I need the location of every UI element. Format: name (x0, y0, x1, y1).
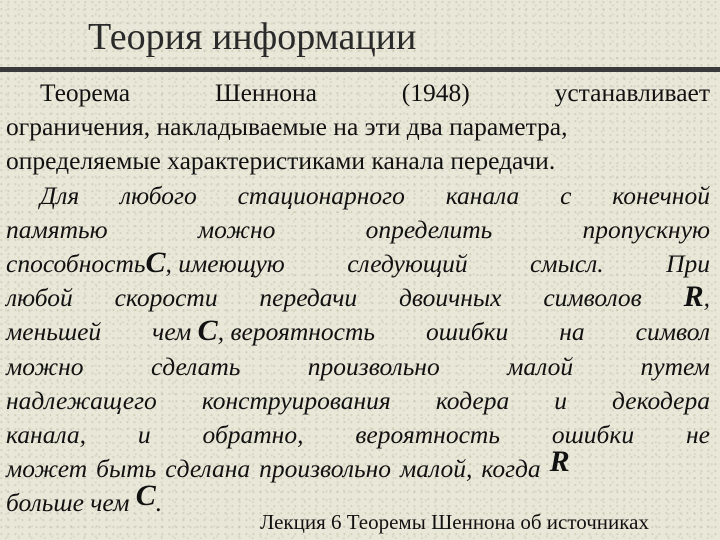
word: смысл. (529, 249, 604, 279)
word: ошибки (426, 317, 509, 347)
word-group (684, 281, 710, 315)
word: когда (481, 454, 541, 484)
body-line (6, 76, 710, 110)
word: малой, (400, 454, 473, 484)
word: сделать (150, 351, 241, 381)
rate-symbol: R (683, 280, 704, 314)
body-line (6, 179, 710, 213)
slide-footer: Лекция 6 Теоремы Шеннона об источниках (260, 510, 649, 534)
word: пропускную (582, 214, 710, 244)
word: ошибки (551, 420, 635, 450)
word: не (685, 420, 710, 450)
punctuation: , (703, 283, 710, 313)
word: можно (6, 351, 84, 381)
word: надлежащего (6, 385, 157, 415)
word: произвольно (259, 454, 392, 484)
body-line (6, 213, 710, 247)
word: , имеющую (165, 249, 285, 279)
word: произвольно (307, 351, 440, 381)
word: путем (640, 351, 710, 381)
word: способность (6, 249, 146, 279)
word: декодера (612, 385, 710, 415)
word: устанавливает (554, 78, 710, 107)
punctuation: . (155, 488, 163, 518)
rate-symbol: R (549, 445, 570, 479)
body-line (6, 384, 710, 418)
word: конечной (612, 180, 710, 210)
word: любой (6, 283, 73, 313)
body-line (6, 418, 710, 452)
word: может (6, 454, 88, 484)
word: скорости (114, 283, 218, 313)
word: При (666, 249, 710, 279)
body-line (6, 315, 710, 349)
slide-title: Теория информации (88, 16, 417, 58)
title-divider (0, 67, 720, 72)
word: , вероятность (217, 317, 375, 347)
word: и (554, 385, 568, 415)
body-line (6, 144, 710, 178)
text-line: ограничения, накладываемые на эти два параметра, (6, 112, 568, 142)
word: кодера (435, 385, 510, 415)
body-line (6, 350, 710, 384)
capacity-symbol: C (145, 246, 166, 280)
word: Теорема (40, 78, 131, 107)
word: вероятность (355, 420, 500, 450)
body-line (6, 281, 710, 315)
slide-body (6, 76, 710, 521)
word: и (137, 420, 151, 450)
word-group (152, 315, 375, 349)
body-line (6, 445, 710, 486)
word: стационарного (237, 180, 405, 210)
text-line: определяемые характеристиками канала передачи. (6, 146, 556, 176)
word: с (560, 180, 572, 210)
word: (1948) (401, 78, 470, 107)
word: малой (507, 351, 574, 381)
word: конструирования (201, 385, 391, 415)
body-line (6, 110, 710, 144)
body-line (6, 247, 710, 281)
word: быть (96, 454, 157, 484)
word: обратно, (202, 420, 304, 450)
capacity-symbol: C (135, 479, 156, 513)
word: на (559, 317, 585, 347)
word: можно (197, 214, 276, 244)
word: двоичных (398, 283, 502, 313)
word: передачи (259, 283, 358, 313)
word: Шеннона (214, 78, 317, 107)
word: канала, (6, 420, 86, 450)
word: Для (40, 180, 80, 210)
capacity-symbol: C (197, 314, 218, 348)
word: символов (543, 283, 642, 313)
word: любого (120, 180, 197, 210)
word: памятью (6, 214, 108, 244)
word: меньшей (6, 317, 102, 347)
word-group (6, 247, 285, 281)
word: определить (365, 214, 493, 244)
word: следующий (347, 249, 468, 279)
word: сделана (165, 454, 251, 484)
word: символ (635, 317, 710, 347)
word: канала (445, 180, 520, 210)
word: чем (152, 317, 192, 347)
word: больше чем (6, 488, 130, 518)
